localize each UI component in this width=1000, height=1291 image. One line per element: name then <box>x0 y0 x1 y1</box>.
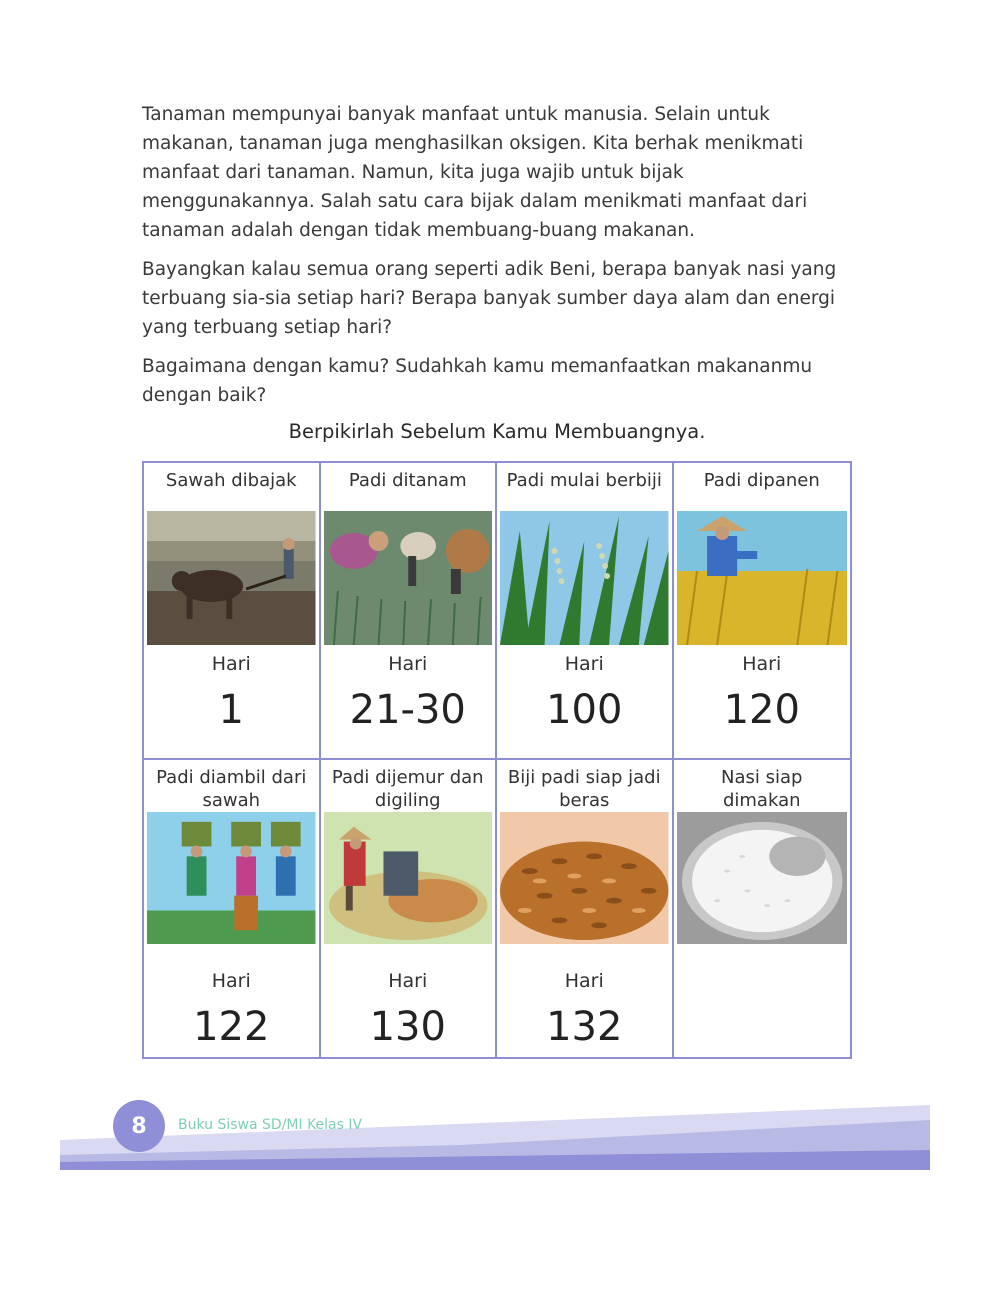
step-cell <box>674 760 851 1057</box>
day-label: Hari <box>742 653 782 675</box>
harvesting-rice-image <box>677 511 848 645</box>
day-number: 120 <box>723 687 800 733</box>
step-label: Padi ditanam <box>348 470 467 491</box>
day-label: Hari <box>388 653 428 675</box>
drying-milling-rice-image <box>324 812 493 944</box>
day-label: Hari <box>211 970 251 992</box>
paragraph-3: Bagaimana dengan kamu? Sudahkah kamu memanfaatkan makananmu dengan baik? <box>142 356 813 406</box>
rice-grains-image <box>500 812 669 944</box>
day-number: 21-30 <box>349 687 466 733</box>
step-label: Sawah dibajak <box>165 470 297 491</box>
step-cell <box>497 760 674 1057</box>
step-cell <box>144 760 321 1057</box>
step-label: Padi diambil dari sawah <box>156 767 307 811</box>
day-label: Hari <box>211 653 251 675</box>
step-cell <box>321 760 498 1057</box>
day-number: 122 <box>193 1004 270 1050</box>
step-cell <box>144 463 321 760</box>
step-label: Padi mulai berbiji <box>506 470 662 491</box>
paragraph-2: Bayangkan kalau semua orang seperti adik Beni, berapa banyak nasi yang terbuang sia-sia setiap hari? Berapa banyak sumber daya alam dan energi yang terbuang setiap hari? <box>142 259 837 338</box>
step-label: Padi dipanen <box>703 470 820 491</box>
day-label: Hari <box>564 970 604 992</box>
rice-grains-forming-image <box>500 511 669 645</box>
paragraph-1: Tanaman mempunyai banyak manfaat untuk manusia. Selain untuk makanan, tanaman juga menghasilkan oksigen. Kita berhak menikmati manfaat dari tanaman. Namun, kita juga wajib untuk bijak menggunakannya. Salah satu cara bijak dalam menikmati manfaat dari tanaman adalah dengan tidak membuang-buang makanan. <box>142 104 808 241</box>
step-cell <box>321 463 498 760</box>
book-title: Buku Siswa SD/MI Kelas IV <box>178 1117 363 1133</box>
day-label: Hari <box>564 653 604 675</box>
day-label: Hari <box>388 970 428 992</box>
rice-timeline-table <box>142 461 852 1059</box>
carrying-rice-baskets-image <box>147 812 316 944</box>
day-number: 100 <box>546 687 623 733</box>
step-label: Nasi siap dimakan <box>721 767 803 811</box>
planting-rice-image <box>324 511 493 645</box>
body-text <box>142 100 858 420</box>
day-number: 132 <box>546 1004 623 1050</box>
page-number-badge: 8 <box>113 1100 165 1152</box>
step-cell <box>497 463 674 760</box>
plowing-buffalo-image <box>147 511 316 645</box>
step-cell <box>674 463 851 760</box>
table-title: Berpikirlah Sebelum Kamu Membuangnya. <box>288 420 706 443</box>
step-label: Padi dijemur dan digiling <box>331 767 484 811</box>
footer-wave <box>60 1100 930 1170</box>
day-number: 1 <box>218 687 244 733</box>
step-label: Biji padi siap jadi beras <box>507 767 661 811</box>
day-number: 130 <box>369 1004 446 1050</box>
bowl-of-rice-image <box>677 812 848 944</box>
